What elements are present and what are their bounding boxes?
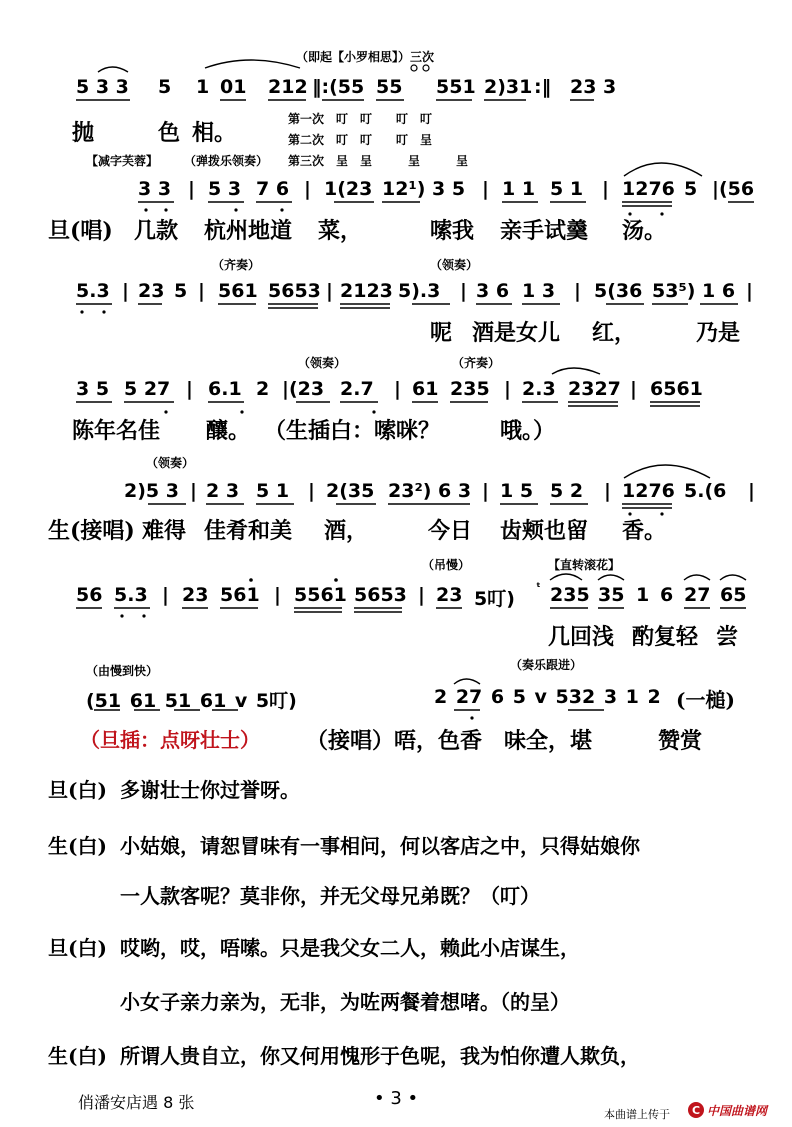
octave-dot xyxy=(249,578,253,582)
notes-line5-f: 1 5 xyxy=(500,480,534,502)
octave-dot xyxy=(80,310,83,313)
tie-mark xyxy=(720,575,746,580)
bar-line4-3: | xyxy=(504,378,511,400)
notes-line6-m: 27 xyxy=(684,584,711,606)
bar-line3-6: | xyxy=(746,280,753,302)
bar-line4-1: | xyxy=(186,378,193,400)
times-1: 第一次 叮 叮 叮 叮 xyxy=(288,112,433,126)
cue-jianzi: 【减字芙蓉】 xyxy=(86,154,159,168)
notes-line6-l: 6 xyxy=(660,584,674,606)
lyric-line7: （接唱）唔，色香 味全，堪 赞赏 xyxy=(306,728,703,754)
notes-line2-h: 1276 xyxy=(622,178,675,200)
notes-line1-h: 551 xyxy=(436,76,476,98)
bar-line3-1: | xyxy=(122,280,129,302)
lyric-line5-c: 酒， xyxy=(324,518,369,544)
dialogue-line: 一人款客呢？莫非你，并无父母兄弟既？（叮） xyxy=(120,884,540,908)
bar-line2-1: | xyxy=(188,178,195,200)
octave-dot xyxy=(470,716,473,719)
notes-line6-k: 1 xyxy=(636,584,650,606)
notes-line3-h: 3 6 xyxy=(476,280,510,302)
notes-line7-right: 2 27 6 5 v 532 3 1 2 xyxy=(434,686,661,708)
octave-dot xyxy=(628,512,631,515)
tie-mark xyxy=(454,679,480,684)
cue-tanbo: （弹拨乐领奏） xyxy=(184,154,269,168)
bar-line3-3: | xyxy=(326,280,333,302)
bar-line4-4: | xyxy=(630,378,637,400)
cue-qizou-1: （齐奏） xyxy=(212,258,261,272)
notes-line1-b: 5 xyxy=(158,76,172,98)
lyric-line5-f: 香。 xyxy=(622,518,667,544)
bar-line5-4: | xyxy=(604,480,611,502)
tie-mark xyxy=(98,67,128,72)
octave-dot xyxy=(334,578,338,582)
tie-mark xyxy=(624,465,710,478)
notes-line3-d: 561 xyxy=(218,280,258,302)
notes-line2-c: 7 6 xyxy=(256,178,290,200)
notes-line6-i: 235 xyxy=(550,584,590,606)
lyric-line6-a: 几回浅 xyxy=(548,624,615,650)
bar-line6-2: | xyxy=(274,584,281,606)
notes-line6-f: 5653 xyxy=(354,584,407,606)
notes-line2-f: 1 1 xyxy=(502,178,536,200)
notes-line3-i: 1 3 xyxy=(522,280,556,302)
notes-line3-a: 5.3 xyxy=(76,280,110,302)
lyric-line3-b: 酒是女儿 xyxy=(472,320,561,346)
tie-mark xyxy=(550,574,582,580)
lyric-line7-red: （旦插：点呀壮士） xyxy=(80,728,260,752)
cue-lingzou-1: （领奏） xyxy=(430,258,479,272)
octave-dot xyxy=(372,410,375,413)
notes-line1-c: 1 xyxy=(196,76,210,98)
octave-dot xyxy=(164,410,167,413)
page-number: • 3 • xyxy=(374,1088,419,1109)
notes-line4-g: 61 xyxy=(412,378,439,400)
notes-line2-d: 1(23 xyxy=(324,178,373,200)
notes-line3-g: 5).3 xyxy=(398,280,441,302)
notes-line3-e: 5653 xyxy=(268,280,321,302)
notes-line6-d: 561 xyxy=(220,584,260,606)
notes-line2-i: 5 xyxy=(684,178,698,200)
bar-line5-1: | xyxy=(190,480,197,502)
logo-text: 中国曲谱网 xyxy=(707,1103,768,1118)
notes-line6-h: 5叮) xyxy=(474,588,515,610)
logo-icon: C xyxy=(688,1102,704,1118)
lyric-line2-b: 杭州地道 xyxy=(204,218,293,244)
notes-line2-g: 5 1 xyxy=(550,178,584,200)
notes-line4-d: 2 xyxy=(256,378,270,400)
lyric-line1-c: 相。 xyxy=(192,120,237,146)
lyric-line4-c: （生插白：嗦咪？ xyxy=(264,418,441,444)
lyric-line2-a: 几款 xyxy=(134,218,179,244)
notes-line1-k: 23 3 xyxy=(570,76,617,98)
lyric-line2-c: 菜， xyxy=(318,218,363,244)
octave-dot xyxy=(142,614,145,617)
repeat-circle xyxy=(411,65,417,71)
dialogue-line: 小女子亲力亲为，无非，为咗两餐着想啫。（的呈） xyxy=(120,990,570,1014)
footer-title: 俏潘安店遇 8 张 xyxy=(78,1093,195,1112)
notes-line6-c: 23 xyxy=(182,584,209,606)
lyric-line4-a: 陈年名佳 xyxy=(72,418,161,444)
notes-line2-a: 3 3 xyxy=(138,178,172,200)
octave-dot xyxy=(240,410,243,413)
bar-line3-4: | xyxy=(460,280,467,302)
notes-line2-e: 12¹) 3 5 xyxy=(382,178,466,200)
lyric-line2-d: 嗦我 xyxy=(430,218,475,244)
notes-line6-b: 5.3 xyxy=(114,584,148,606)
lyric-line5-a: 难得 xyxy=(142,518,187,544)
notes-line3-k: 53⁵) 1 6 xyxy=(652,280,736,302)
octave-dot xyxy=(234,208,237,211)
tie-mark xyxy=(205,60,300,68)
lyric-line5-e: 齿颊也留 xyxy=(500,518,589,544)
notes-line4-a: 3 5 xyxy=(76,378,110,400)
cue-manzhikuai: （由慢到快） xyxy=(86,664,159,678)
notes-line7-tail: (一槌) xyxy=(676,688,735,712)
notes-line6-a: 56 xyxy=(76,584,103,606)
lyric-line4-d: 哦。） xyxy=(500,418,556,444)
notes-line2-b: 5 3 xyxy=(208,178,242,200)
lyric-line3-c: 红， xyxy=(592,320,637,346)
lyric-line6-c: 尝 xyxy=(716,624,739,650)
notes-line6-j: 35 xyxy=(598,584,625,606)
notes-line1-g: 55 xyxy=(376,76,403,98)
octave-dot xyxy=(102,310,105,313)
notes-line4-c: 6.1 xyxy=(208,378,242,400)
notes-line3-c: 5 xyxy=(174,280,188,302)
cue-zhizhuan: 【直转滚花】 xyxy=(548,558,621,572)
notes-line4-f: 2.7 xyxy=(340,378,374,400)
cue-lingzou-3: （领奏） xyxy=(146,456,195,470)
dialogue-line: 小姑娘，请恕冒味有一事相问，何以客店之中，只得姑娘你 xyxy=(120,834,640,858)
bar-line6-3: | xyxy=(418,584,425,606)
notes-line5-d: 2(35 xyxy=(326,480,375,502)
notes-line3-f: 2123 xyxy=(340,280,393,302)
bar-line4-2: | xyxy=(394,378,401,400)
notes-line1-j: :‖ xyxy=(534,76,552,98)
bar-line6-1: | xyxy=(162,584,169,606)
cue-zouyue: （奏乐跟进） xyxy=(510,658,583,672)
octave-dot xyxy=(120,614,123,617)
notes-line6-n: 65 xyxy=(720,584,747,606)
cue-xiaoluo: （即起【小罗相思】）三次 xyxy=(296,50,435,64)
lyric-line5-d: 今日 xyxy=(428,518,473,544)
cue-qizou-2: （齐奏） xyxy=(452,356,501,370)
bar-line5-5: | xyxy=(748,480,755,502)
notes-line2-j: |(56 xyxy=(712,178,755,200)
notes-line5-b: 2 3 xyxy=(206,480,240,502)
notes-line5-c: 5 1 xyxy=(256,480,290,502)
lyric-line5-role: 生(接唱) xyxy=(48,518,135,544)
octave-dot xyxy=(628,212,631,215)
lyric-line3-d: 乃是 xyxy=(696,320,741,346)
bar-line2-2: | xyxy=(304,178,311,200)
tie-mark xyxy=(598,575,624,580)
notes-line3-b: 23 xyxy=(138,280,165,302)
lyric-line4-b: 釀。 xyxy=(206,418,251,444)
notes-line5-e: 23²) 6 3 xyxy=(388,480,472,502)
octave-dot xyxy=(660,512,663,515)
lyric-line6-b: 酌复轻 xyxy=(632,624,699,650)
bar-line3-5: | xyxy=(574,280,581,302)
octave-dot xyxy=(164,208,167,211)
dialogue-line: 所谓人贵自立，你又何用愧形于色呢，我为怕你遭人欺负， xyxy=(120,1044,640,1068)
notes-line6-sanban: ᵗ xyxy=(536,580,541,594)
notes-line4-j: 2327 xyxy=(568,378,621,400)
dialogue-role: 旦(白) xyxy=(48,778,107,802)
tie-mark xyxy=(624,163,702,176)
notes-line5-g: 5 2 xyxy=(550,480,584,502)
notes-line6-g: 23 xyxy=(436,584,463,606)
notes-line1-e: 212 xyxy=(268,76,308,98)
notes-line4-e: |(23 xyxy=(282,378,325,400)
bar-line5-2: | xyxy=(308,480,315,502)
tie-mark xyxy=(684,575,710,580)
lyric-line1-b: 色 xyxy=(158,120,181,146)
dialogue-role: 生(白) xyxy=(48,834,107,858)
notes-line5-a: 2)5 3 xyxy=(124,480,179,502)
notes-line3-j: 5(36 xyxy=(594,280,643,302)
times-2: 第二次 叮 叮 叮 呈 xyxy=(288,133,433,147)
dialogue-role: 旦(白) xyxy=(48,936,107,960)
notes-line1-a: 5 3 3 xyxy=(76,76,129,98)
lyric-line5-b: 佳肴和美 xyxy=(204,518,293,544)
lyric-line1-a: 抛 xyxy=(72,120,95,146)
bar-line5-3: | xyxy=(482,480,489,502)
dialogue-line: 哎哟，哎，唔嗦。只是我父女二人，赖此小店谋生， xyxy=(120,936,580,960)
notes-line5-i: 5.(6 xyxy=(684,480,727,502)
notes-line7-left: (51 61 51 61 v 5叮) xyxy=(86,690,297,712)
cue-diaoman: （吊慢） xyxy=(422,558,471,572)
times-3: 第三次 呈 呈 呈 呈 xyxy=(288,154,469,168)
notes-line6-e: 5561 xyxy=(294,584,347,606)
bar-line2-4: | xyxy=(602,178,609,200)
bar-line2-3: | xyxy=(482,178,489,200)
octave-dot xyxy=(280,208,283,211)
notes-line4-k: 6561 xyxy=(650,378,703,400)
octave-dot xyxy=(660,212,663,215)
upload-note: 本曲谱上传于 xyxy=(604,1108,670,1121)
tie-mark xyxy=(552,368,600,374)
lyric-line2-role: 旦(唱) xyxy=(48,218,113,244)
notes-line1-d: 01 xyxy=(220,76,247,98)
lyric-line3-a: 呢 xyxy=(430,320,453,346)
lyric-line2-f: 汤。 xyxy=(622,218,667,244)
dialogue-role: 生(白) xyxy=(48,1044,107,1068)
notes-line4-b: 5 27 xyxy=(124,378,171,400)
notes-line1-f: ‖:(55 xyxy=(312,76,365,98)
notes-line1-i: 2)31 xyxy=(484,76,533,98)
octave-dot xyxy=(144,208,147,211)
cue-lingzou-2: （领奏） xyxy=(298,356,347,370)
notes-line5-h: 1276 xyxy=(622,480,675,502)
lyric-line2-e: 亲手试羹 xyxy=(500,218,589,244)
repeat-circle xyxy=(423,65,429,71)
notes-line4-i: 2.3 xyxy=(522,378,556,400)
bar-line3-2: | xyxy=(198,280,205,302)
notes-line4-h: 235 xyxy=(450,378,490,400)
dialogue-line: 多谢壮士你过誉呀。 xyxy=(120,778,300,802)
